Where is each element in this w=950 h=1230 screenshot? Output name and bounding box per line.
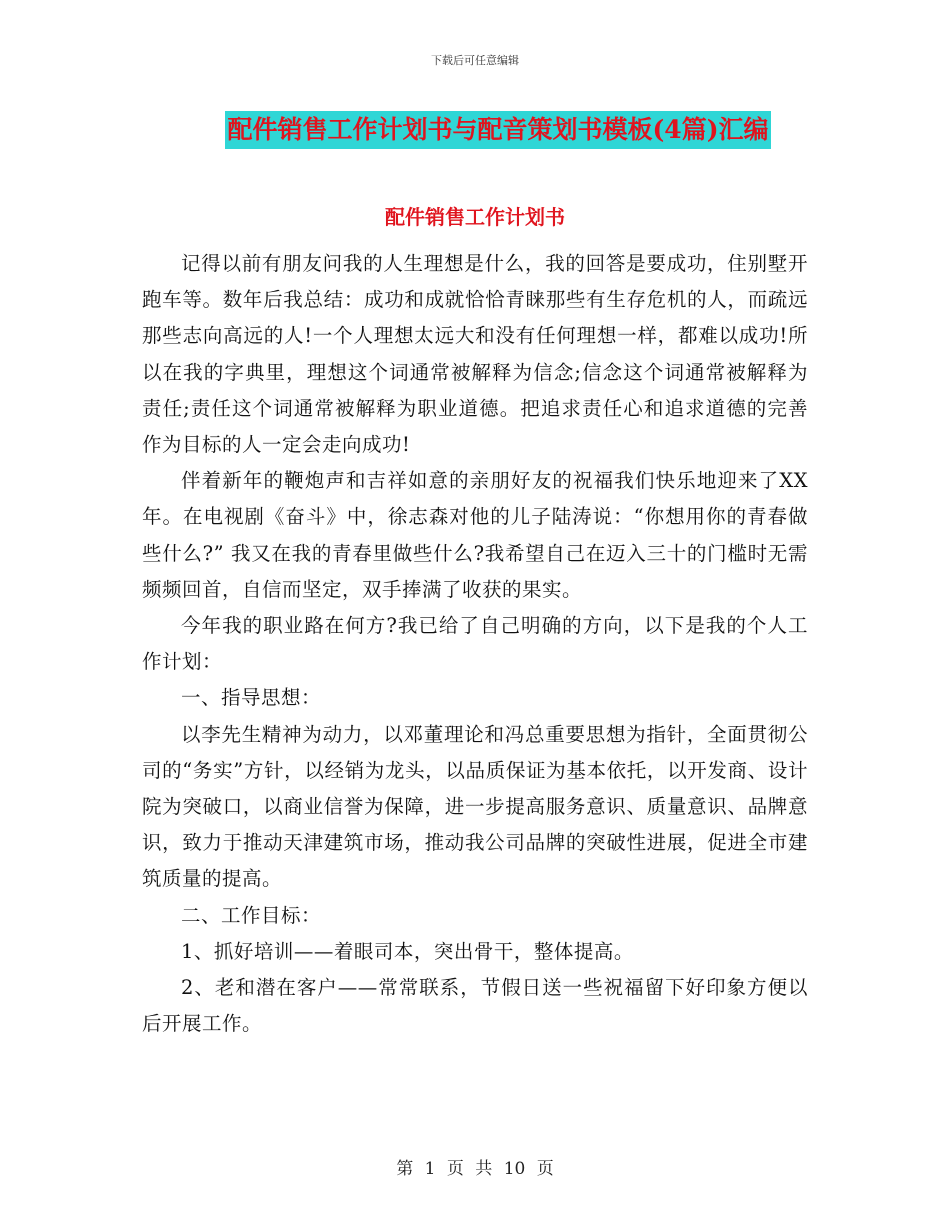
header-note: 下载后可任意编辑 (431, 54, 519, 67)
page-number-footer: 第 1 页 共 10 页 (396, 1159, 554, 1179)
section-title: 配件销售工作计划书 (385, 205, 565, 229)
paragraph: 2、老和潜在客户——常常联系，节假日送一些祝福留下好印象方便以后开展工作。 (142, 976, 808, 1036)
document-title-container (0, 111, 950, 149)
paragraph: 一、指导思想： (181, 686, 322, 710)
document-body (142, 246, 808, 1042)
paragraph: 伴着新年的鞭炮声和吉祥如意的亲朋好友的祝福我们快乐地迎来了XX年。在电视剧《奋斗》中，徐志森对他的儿子陆涛说：“你想用你的青春做些什么?” 我又在我的青春里做些什么?我希望自己在迈入三十的门槛时无需频频回首，自信而坚定，双手捧满了收获的果实。 (142, 469, 808, 601)
paragraph: 1、抓好培训——着眼司本，突出骨干，整体提高。 (181, 939, 634, 963)
document-title: 配件销售工作计划书与配音策划书模板(4篇)汇编 (225, 111, 770, 149)
paragraph: 今年我的职业路在何方?我已给了自己明确的方向，以下是我的个人工作计划： (142, 614, 808, 674)
paragraph: 以李先生精神为动力，以邓董理论和冯总重要思想为指针，全面贯彻公司的“务实”方针，以经销为龙头，以品质保证为基本依托，以开发商、设计院为突破口，以商业信誉为保障，进一步提高服务意识、质量意识、品牌意识，致力于推动天津建筑市场，推动我公司品牌的突破性进展，促进全市建筑质量的提高。 (142, 722, 808, 891)
paragraph: 二、工作目标： (181, 903, 322, 927)
paragraph: 记得以前有朋友问我的人生理想是什么，我的回答是要成功，住别墅开跑车等。数年后我总结：成功和成就恰恰青睐那些有生存危机的人，而疏远那些志向高远的人!一个人理想太远大和没有任何理想一样，都难以成功!所以在我的字典里，理想这个词通常被解释为信念;信念这个词通常被解释为责任;责任这个词通常被解释为职业道德。把追求责任心和追求道德的完善作为目标的人一定会走向成功! (142, 252, 808, 457)
